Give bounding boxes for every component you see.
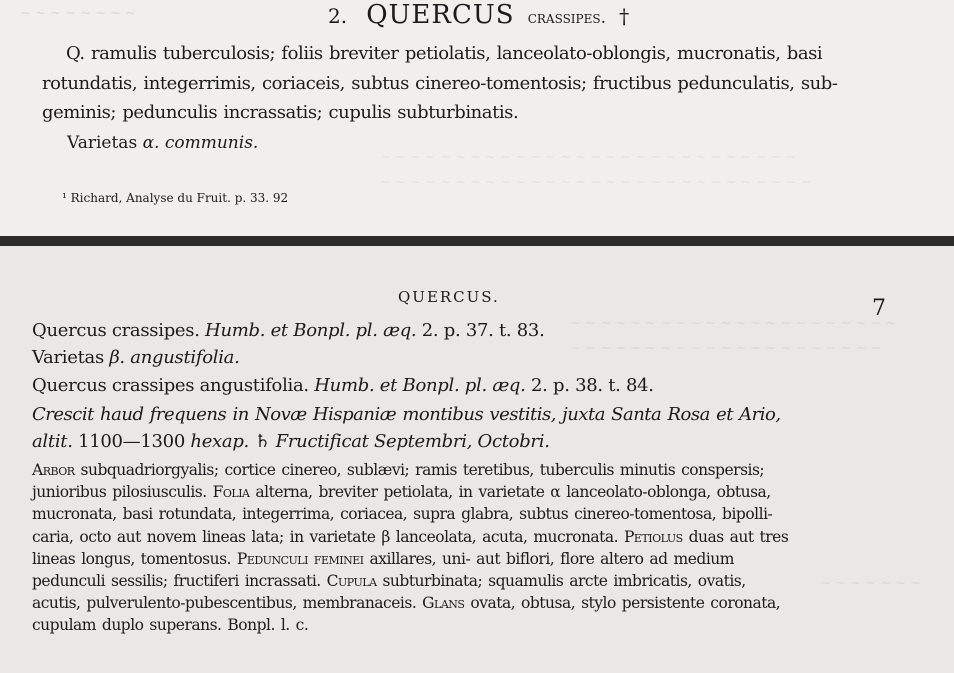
- altitude-label: altit.: [32, 431, 73, 452]
- description-text: junioribus pilosiusculis.: [32, 483, 213, 502]
- varietas-line: [32, 349, 240, 367]
- footnote: ¹ Richard, Analyse du Fruit. p. 33. 92: [62, 191, 289, 205]
- organ-term: Arbor: [32, 461, 75, 479]
- bleed-through-text: ~ ~ ~ ~ ~ ~ ~ ~ ~ ~ ~ ~ ~ ~ ~ ~ ~ ~ ~ ~ ~: [570, 341, 882, 356]
- varietas-name: β. angustifolia.: [109, 347, 240, 368]
- varietas-line: [67, 135, 258, 152]
- organ-term: Cupula: [326, 572, 377, 590]
- description-line: [32, 574, 746, 590]
- species-title: [328, 2, 629, 28]
- organ-term: Folia: [212, 483, 250, 502]
- reference-taxon: Quercus crassipes angustifolia.: [32, 375, 309, 396]
- species-number: 2.: [328, 4, 348, 28]
- description-text: ovata, obtusa, stylo persistente coronata,: [464, 594, 781, 613]
- description-text: mucronata, basi rotundata, integerrima, coriacea, supra glabra, subtus cinereo-tomentosa, bipolli-: [32, 505, 773, 524]
- varietas-label: Varietas: [32, 347, 104, 368]
- description-line: [32, 596, 780, 612]
- diagnosis-line: rotundatis, integerrimis, coriaceis, subtus cinereo-tomentosis; fructibus pedunculatis, sub-: [42, 73, 838, 94]
- reference-page: 2. p. 37. t. 83.: [421, 320, 545, 341]
- organ-term: Glans: [422, 594, 465, 613]
- description-line: [32, 485, 771, 501]
- bottom-page-fragment: [0, 246, 954, 673]
- description-line: [32, 527, 789, 546]
- altitude-line: [32, 433, 550, 451]
- organ-term: Pedunculi feminei: [236, 549, 364, 568]
- bleed-through-text: ~ ~ ~ ~ ~ ~ ~: [820, 576, 922, 591]
- dagger-mark: †: [619, 4, 630, 28]
- description-line: [32, 549, 734, 568]
- reference-source: Humb. et Bonpl. pl. æq.: [205, 320, 417, 341]
- description-text: duas aut tres: [682, 527, 789, 546]
- description-line: [32, 463, 764, 479]
- altitude-unit: hexap. ♄: [190, 431, 271, 452]
- organ-term: Petiolus: [624, 527, 683, 546]
- page-header: QUERCUS.: [398, 288, 500, 306]
- habitat-line: Crescit haud frequens in Novæ Hispaniæ montibus vestitis, juxta Santa Rosa et Ario,: [32, 404, 781, 425]
- top-page-fragment: [0, 0, 954, 236]
- page-number: 7: [872, 296, 886, 321]
- bleed-through-text: ~ ~ ~ ~ ~ ~ ~ ~: [20, 6, 137, 21]
- panel-divider: [0, 236, 954, 246]
- reference-source: Humb. et Bonpl. pl. æq.: [314, 375, 526, 396]
- diagnosis-line: geminis; pedunculis incrassatis; cupulis subturbinatis.: [42, 102, 519, 123]
- species-epithet: crassipes.: [527, 8, 606, 28]
- description-line: [32, 507, 772, 523]
- varietas-label: Varietas: [67, 133, 138, 153]
- reference-line: [32, 322, 545, 340]
- description-text: caria, octo aut novem lineas lata; in varietate β lanceolata, acuta, mucronata.: [32, 527, 624, 546]
- description-text: alterna, breviter petiolata, in varietate α lanceolato-oblonga, obtusa,: [249, 483, 771, 502]
- genus-name: QUERCUS: [366, 0, 515, 30]
- reference-page: 2. p. 38. t. 84.: [531, 375, 654, 396]
- reference-line: [32, 377, 654, 395]
- description-text: lineas longus, tomentosus.: [32, 549, 237, 568]
- reference-taxon: Quercus crassipes.: [32, 320, 200, 341]
- fruiting-season: Fructificat Septembri, Octobri.: [275, 431, 550, 452]
- diagnosis-line: Q. ramulis tuberculosis; foliis breviter petiolatis, lanceolato-oblongis, mucronatis, basi: [66, 43, 823, 64]
- description-text: subquadriorgyalis; cortice cinereo, sublævi; ramis teretibus, tuberculis minutis conspersis;: [74, 461, 765, 479]
- bleed-through-text: ~ ~ ~ ~ ~ ~ ~ ~ ~ ~ ~ ~ ~ ~ ~ ~ ~ ~ ~ ~ ~ ~ ~ ~ ~ ~ ~ ~ ~: [380, 175, 812, 190]
- description-text: acutis, pulverulento-pubescentibus, membranaceis.: [32, 594, 423, 613]
- description-line: [32, 618, 308, 634]
- description-text: pedunculi sessilis; fructiferi incrassati.: [32, 572, 327, 590]
- varietas-name: α. communis.: [142, 133, 259, 153]
- description-text: cupulam duplo superans. Bonpl. l. c.: [32, 616, 309, 635]
- bleed-through-text: ~ ~ ~ ~ ~ ~ ~ ~ ~ ~ ~ ~ ~ ~ ~ ~ ~ ~ ~ ~ ~ ~ ~ ~ ~ ~ ~ ~: [380, 150, 797, 165]
- bleed-through-text: ~ ~ ~ ~ ~ ~ ~ ~ ~ ~ ~ ~ ~ ~ ~ ~ ~ ~ ~ ~ ~ ~: [570, 316, 897, 331]
- description-text: subturbinata; squamulis arcte imbricatis, ovatis,: [376, 572, 746, 590]
- description-text: axillares, uni- aut biflori, flore altero ad medium: [363, 549, 734, 568]
- altitude-value: 1100—1300: [78, 431, 185, 452]
